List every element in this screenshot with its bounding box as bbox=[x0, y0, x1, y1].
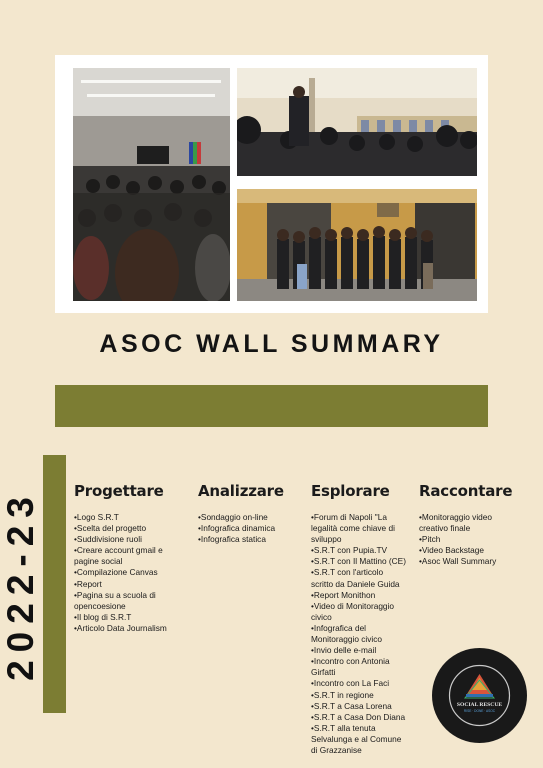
list-item: di Grazzanise bbox=[311, 744, 362, 755]
column-analizzare bbox=[198, 482, 306, 545]
list-item: •Incontro con Antonia bbox=[311, 656, 390, 667]
list-item: •Il blog di S.R.T bbox=[74, 611, 132, 622]
list-item: sviluppo bbox=[311, 534, 342, 545]
list-item: •Video Backstage bbox=[419, 545, 485, 556]
column-heading: Analizzare bbox=[198, 482, 284, 500]
list-item: •Pitch bbox=[419, 534, 441, 545]
column-esplorare bbox=[311, 482, 411, 756]
column-raccontare bbox=[419, 482, 527, 567]
list-item: •Articolo Data Journalism bbox=[74, 622, 167, 633]
list-item: •Report Monithon bbox=[311, 589, 376, 600]
list-item: civico bbox=[311, 611, 332, 622]
year-strip bbox=[43, 455, 66, 713]
list-item: •Incontro con La Faci bbox=[311, 678, 390, 689]
list-item: Monitoraggio civico bbox=[311, 634, 383, 645]
list-item: •S.R.T alla tenuta bbox=[311, 722, 376, 733]
list-item: •Pagina su a scuola di bbox=[74, 589, 156, 600]
list-item: •S.R.T con Pupia.TV bbox=[311, 545, 388, 556]
list-item: Girfatti bbox=[311, 667, 336, 678]
column-heading: Esplorare bbox=[311, 482, 390, 500]
library-group-photo bbox=[237, 68, 477, 176]
list-item: •S.R.T a Casa Lorena bbox=[311, 700, 392, 711]
list-item: pagine social bbox=[74, 556, 123, 567]
street-group-photo bbox=[237, 189, 477, 301]
list-item: •Sondaggio on-line bbox=[198, 512, 268, 522]
page-title: ASOC WALL SUMMARY bbox=[99, 330, 444, 358]
list-item: •Invio delle e-mail bbox=[311, 645, 377, 656]
list-item: •Infografica dinamica bbox=[198, 523, 276, 534]
list-item: scritto da Daniele Guida bbox=[311, 578, 400, 589]
list-item: •S.R.T in regione bbox=[311, 689, 374, 700]
logo-subtext: RISE · DONE · ASOC bbox=[463, 709, 496, 713]
list-item: •S.R.T a Casa Don Diana bbox=[311, 711, 406, 722]
photo-collage bbox=[55, 55, 488, 313]
list-item: •Asoc Wall Summary bbox=[419, 556, 497, 567]
list-item: •Suddivisione ruoli bbox=[74, 534, 142, 545]
column-progettare bbox=[74, 482, 192, 634]
list-item: •Creare account gmail e bbox=[74, 545, 163, 556]
list-item: •Compilazione Canvas bbox=[74, 567, 158, 578]
conference-room-photo bbox=[73, 68, 230, 301]
list-item: •Infografica statica bbox=[198, 534, 266, 545]
list-item: •Logo S.R.T bbox=[74, 512, 119, 522]
mountain-icon bbox=[465, 674, 494, 698]
column-list bbox=[198, 512, 306, 545]
social-rescue-logo bbox=[432, 648, 527, 743]
list-item: •Report bbox=[74, 578, 102, 589]
logo-text: SOCIAL RESCUE bbox=[456, 702, 503, 708]
olive-banner bbox=[55, 385, 488, 427]
list-item: •Video di Monitoraggio bbox=[311, 600, 395, 611]
column-list bbox=[311, 512, 411, 756]
list-item: •Infografica del bbox=[311, 622, 367, 633]
list-item: •S.R.T con Il Mattino (CE) bbox=[311, 556, 406, 567]
list-item: •Monitoraggio video bbox=[419, 512, 493, 522]
column-heading: Progettare bbox=[74, 482, 164, 500]
list-item: opencoesione bbox=[74, 600, 126, 611]
list-item: creativo finale bbox=[419, 523, 471, 534]
list-item: •Scelta del progetto bbox=[74, 523, 147, 534]
column-list bbox=[419, 512, 527, 567]
list-item: •S.R.T con l'articolo bbox=[311, 567, 384, 578]
list-item: •Forum di Napoli "La bbox=[311, 512, 387, 522]
column-list bbox=[74, 512, 192, 634]
list-item: legalità come chiave di bbox=[311, 523, 395, 534]
list-item: Selvalunga e al Comune bbox=[311, 733, 402, 744]
year-label: 2022-23 bbox=[0, 489, 41, 681]
column-heading: Raccontare bbox=[419, 482, 513, 500]
